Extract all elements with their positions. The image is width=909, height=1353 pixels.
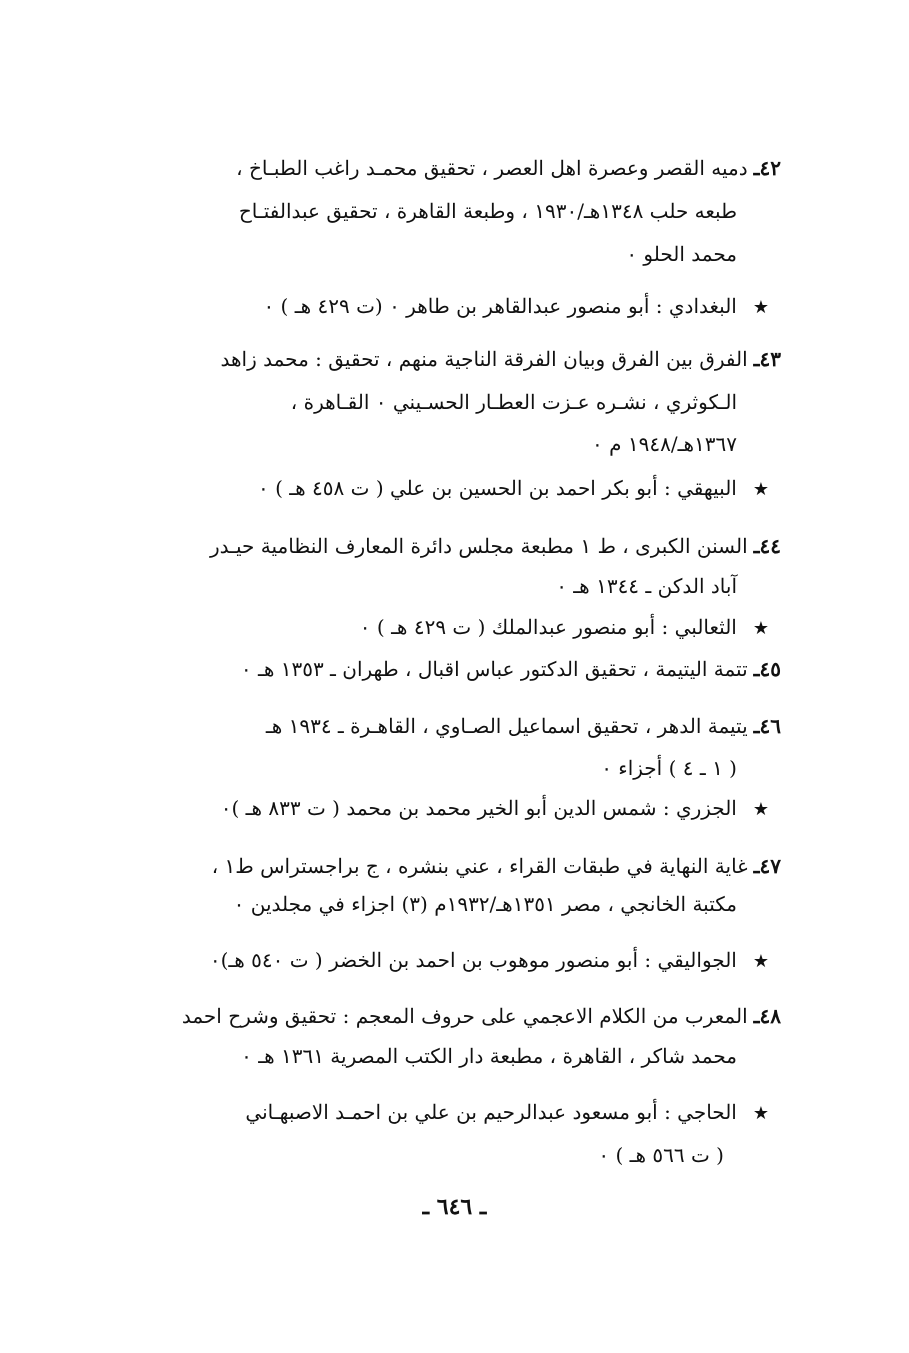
entry-46-line-1 xyxy=(121,710,781,742)
entry-number: ٤٥ـ xyxy=(753,657,781,681)
star-icon: ★ xyxy=(752,799,769,820)
author-text: البغدادي : أبو منصور عبدالقاهر بن طاهر ٠ (ت ٤٢٩ هـ ) ٠ xyxy=(263,294,737,318)
author-haji xyxy=(129,1096,769,1128)
author-text: البيهقي : أبو بكر احمد بن الحسين بن علي ( ت ٤٥٨ هـ ) ٠ xyxy=(258,476,737,500)
entry-42-line-1 xyxy=(121,152,781,184)
entry-42-line-2: طبعه حلب ١٣٤٨هـ/١٩٣٠ ، وطبعة القاهرة ، تحقيق عبدالفتـاح xyxy=(238,199,737,223)
entry-number: ٤٧ـ xyxy=(753,854,781,878)
entry-43-line-1 xyxy=(121,343,781,375)
entry-text: الفرق بين الفرق وبيان الفرقة الناجية منهم ، تحقيق : محمد زاهد xyxy=(220,347,748,371)
author-text: الجواليقي : أبو منصور موهوب بن احمد بن الخضر ( ت ٥٤٠ هـ)٠ xyxy=(209,948,737,972)
entry-number: ٤٤ـ xyxy=(753,534,781,558)
author-baghdadi xyxy=(129,290,769,322)
entry-text: المعرب من الكلام الاعجمي على حروف المعجم : تحقيق وشرح احمد xyxy=(181,1004,748,1028)
author-text: الحاجي : أبو مسعود عبدالرحيم بن علي بن احمـد الاصبهـاني xyxy=(245,1100,737,1124)
star-icon: ★ xyxy=(752,297,769,318)
star-icon: ★ xyxy=(752,1103,769,1124)
author-bayhaqi xyxy=(129,472,769,504)
entry-45-line-1 xyxy=(121,653,781,685)
entry-text: دميه القصر وعصرة اهل العصر ، تحقيق محمـد راغب الطبـاخ ، xyxy=(236,156,748,180)
entry-43-line-3: ١٣٦٧هـ/١٩٤٨ م ٠ xyxy=(592,432,737,456)
author-jawaliqi xyxy=(129,944,769,976)
entry-number: ٤٢ـ xyxy=(753,156,781,180)
entry-text: يتيمة الدهر ، تحقيق اسماعيل الصـاوي ، القاهـرة ـ ١٩٣٤ هـ xyxy=(265,714,748,738)
entry-number: ٤٦ـ xyxy=(753,714,781,738)
star-icon: ★ xyxy=(752,951,769,972)
author-text: الجزري : شمس الدين أبو الخير محمد بن محمد ( ت ٨٣٣ هـ )٠ xyxy=(220,796,737,820)
author-text: الثعالبي : أبو منصور عبدالملك ( ت ٤٢٩ هـ ) ٠ xyxy=(359,615,737,639)
entry-47-line-1 xyxy=(121,850,781,882)
entry-43-line-2: الـكوثري ، نشـره عـزت العطـار الحسـيني ٠ القـاهرة ، xyxy=(290,390,737,414)
entry-47-line-2: مكتبة الخانجي ، مصر ١٣٥١هـ/١٩٣٢م (٣) اجزاء في مجلدين ٠ xyxy=(233,892,737,916)
star-icon: ★ xyxy=(752,618,769,639)
entry-42-line-3: محمد الحلو ٠ xyxy=(626,242,737,266)
author-jazari xyxy=(129,792,769,824)
author-haji-line-2: ( ت ٥٦٦ هـ ) ٠ xyxy=(598,1143,724,1167)
entry-number: ٤٨ـ xyxy=(753,1004,781,1028)
entry-44-line-2: آباد الدكن ـ ١٣٤٤ هـ ٠ xyxy=(556,574,737,598)
entry-46-line-2: ( ١ ـ ٤ ) أجزاء ٠ xyxy=(601,756,737,780)
entry-44-line-1 xyxy=(121,530,781,562)
entry-48-line-2: محمد شاكر ، القاهرة ، مطبعة دار الكتب المصرية ١٣٦١ هـ ٠ xyxy=(241,1044,737,1068)
page-number: ـ ٦٤٦ ـ xyxy=(422,1194,487,1220)
entry-text: تتمة اليتيمة ، تحقيق الدكتور عباس اقبال ، طهران ـ ١٣٥٣ هـ ٠ xyxy=(240,657,748,681)
entry-48-line-1 xyxy=(121,1000,781,1032)
star-icon: ★ xyxy=(752,479,769,500)
author-thaalibi xyxy=(129,611,769,643)
entry-text: السنن الكبرى ، ط ١ مطبعة مجلس دائرة المعارف النظامية حيـدر xyxy=(209,534,748,558)
entry-text: غاية النهاية في طبقات القراء ، عني بنشره ، ج براجستراس ط١ ، xyxy=(211,854,748,878)
entry-number: ٤٣ـ xyxy=(753,347,781,371)
